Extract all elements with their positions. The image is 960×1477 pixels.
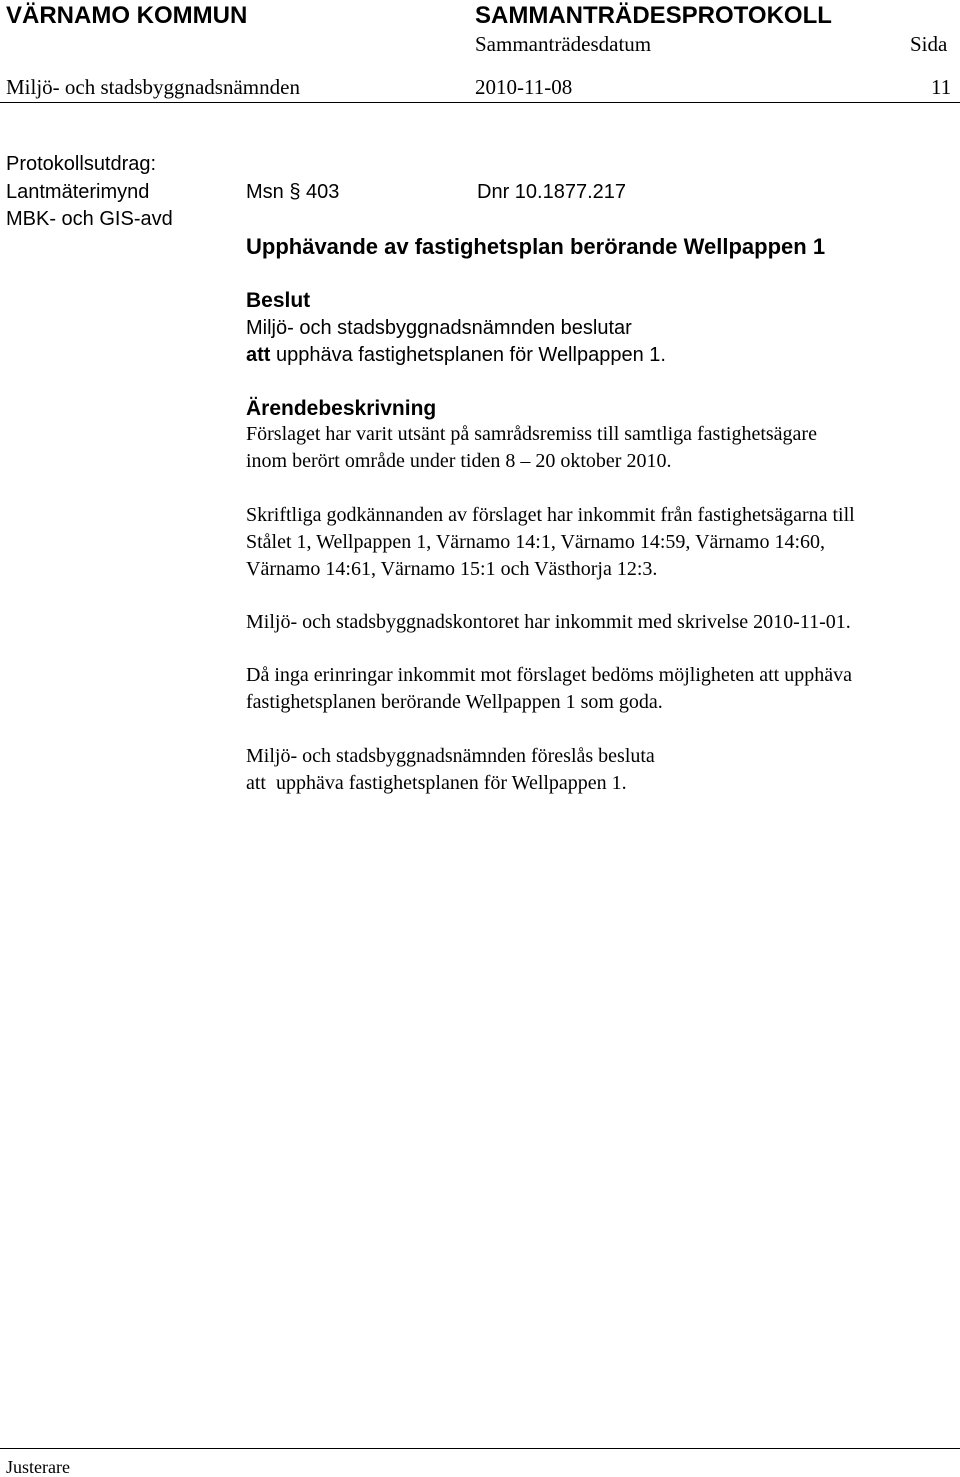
description-heading: Ärendebeskrivning	[246, 397, 437, 420]
att-keyword: att	[246, 344, 271, 366]
excerpt-label: Protokollsutdrag:	[6, 153, 157, 175]
paragraph-line: inom berört område under tiden 8 – 20 oktober 2010.	[246, 450, 672, 472]
recipient-1: Lantmäterimynd	[6, 181, 150, 203]
municipality-name: VÄRNAMO KOMMUN	[6, 2, 248, 29]
paragraph-line: Miljö- och stadsbyggnadsnämnden föreslås besluta	[246, 745, 655, 767]
registration-number: Dnr 10.1877.217	[477, 181, 627, 203]
meeting-date: 2010-11-08	[475, 75, 573, 99]
paragraph-line: att upphäva fastighetsplanen för Wellpappen 1.	[246, 772, 627, 794]
header-divider	[0, 102, 960, 103]
paragraph-line: Stålet 1, Wellpappen 1, Värnamo 14:1, Värnamo 14:59, Värnamo 14:60,	[246, 531, 826, 553]
paragraph-line: Miljö- och stadsbyggnadskontoret har inkommit med skrivelse 2010-11-01.	[246, 611, 851, 633]
page-number: 11	[931, 75, 952, 99]
paragraph-2	[246, 502, 855, 583]
recipient-2: MBK- och GIS-avd	[6, 208, 173, 230]
decision-line-1: Miljö- och stadsbyggnadsnämnden beslutar	[246, 317, 632, 339]
paragraph-line: Skriftliga godkännanden av förslaget har inkommit från fastighetsägarna till	[246, 504, 855, 526]
signature-label: Justerare	[6, 1457, 70, 1477]
decision-line-2	[246, 345, 666, 365]
decision-line-2-text: upphäva fastighetsplanen för Wellpappen 1.	[270, 344, 666, 366]
paragraph-5	[246, 743, 655, 797]
paragraph-3	[246, 609, 851, 636]
page-title: Upphävande av fastighetsplan berörande Wellpappen 1	[246, 234, 826, 259]
date-label: Sammanträdesdatum	[475, 32, 652, 56]
case-number: Msn § 403	[246, 181, 340, 203]
document-type: SAMMANTRÄDESPROTOKOLL	[475, 2, 832, 29]
paragraph-line: Förslaget har varit utsänt på samrådsremiss till samtliga fastighetsägare	[246, 423, 817, 445]
paragraph-line: Då inga erinringar inkommit mot förslaget bedöms möjligheten att upphäva	[246, 664, 852, 686]
footer-divider	[0, 1448, 960, 1449]
decision-heading: Beslut	[246, 289, 311, 312]
paragraph-line: Värnamo 14:61, Värnamo 15:1 och Västhorja 12:3.	[246, 558, 658, 580]
paragraph-1	[246, 421, 817, 475]
paragraph-line: fastighetsplanen berörande Wellpappen 1 som goda.	[246, 691, 663, 713]
page-label: Sida	[910, 32, 948, 56]
committee-name: Miljö- och stadsbyggnadsnämnden	[6, 75, 300, 99]
paragraph-4	[246, 662, 852, 716]
